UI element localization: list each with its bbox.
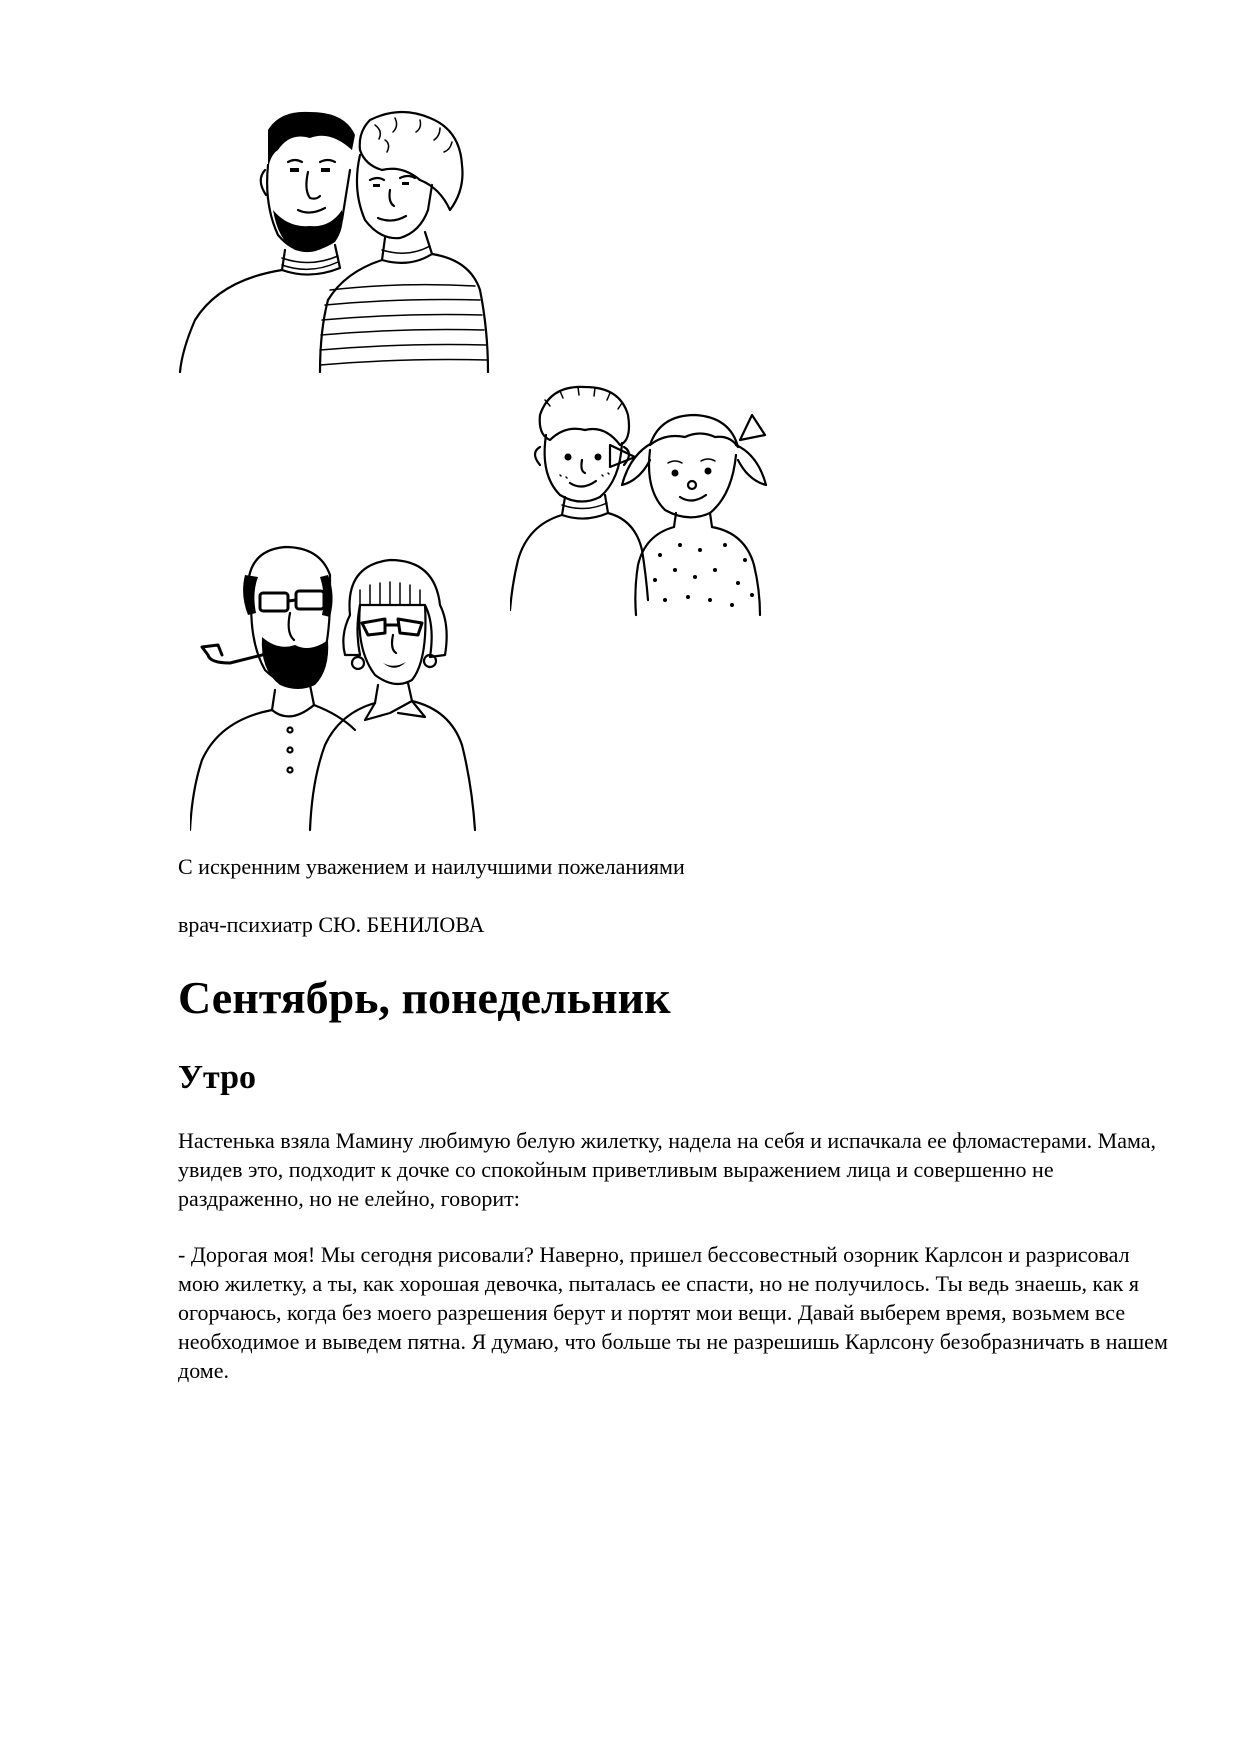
paragraph-2: - Дорогая моя! Мы сегодня рисовали? Наверно, пришел бессовестный озорник Карлсон и разрисовал мою жилетку, а ты, как хорошая девочка, пыталась ее спасти, но не получилось. Ты ведь знаешь, как я огорчаюсь, когда без моего разрешения берут и портят мои вещи. Давай выберем время, возьмем все необходимое и выведем пятна. Я думаю, что больше ты не разрешишь Карлсону безобразничать в нашем доме. bbox=[178, 1242, 1168, 1383]
dedication-line: С искренним уважением и наилучшими пожеланиями bbox=[178, 854, 685, 879]
grandfather-figure bbox=[190, 547, 355, 830]
mother-figure bbox=[320, 112, 488, 372]
children-illustration bbox=[510, 385, 780, 625]
parents-illustration bbox=[170, 110, 550, 380]
father-figure bbox=[180, 112, 355, 372]
boy-figure bbox=[510, 387, 648, 610]
author-signature: врач-психиатр СЮ. БЕНИЛОВА bbox=[178, 912, 485, 937]
girl-figure bbox=[610, 415, 766, 615]
grandparents-illustration bbox=[190, 545, 530, 835]
section-title: Утро bbox=[178, 1059, 256, 1096]
grandmother-figure bbox=[310, 560, 475, 830]
paragraph-1: Настенька взяла Мамину любимую белую жилетку, надела на себя и испачкала ее фломастерами. Мама, увидев это, подходит к дочке со спокойным приветливым выражением лица и совершенно не раздраженно, но не елейно, говорит: bbox=[178, 1128, 1157, 1211]
chapter-title: Сентябрь, понедельник bbox=[178, 972, 671, 1023]
